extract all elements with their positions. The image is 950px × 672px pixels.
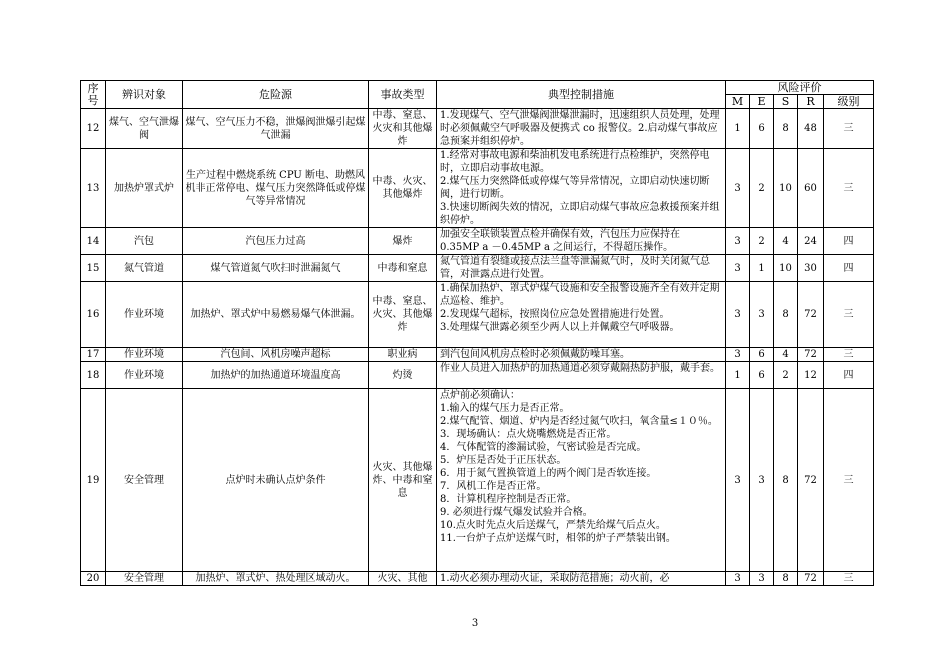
measure-line: 1.发现煤气、空气泄爆阀泄爆泄漏时，迅速组织人员处理，处理时必须佩戴空气呼吸器及便携式 co 报警仪。2.启动煤气事故应急预案并组织停炉。 bbox=[440, 110, 720, 147]
row-e-cell: 1 bbox=[750, 255, 774, 282]
page-number: 3 bbox=[471, 618, 479, 629]
row-r-cell: 60 bbox=[798, 149, 824, 228]
measure-line: 1.输入的煤气压力是否正常。 bbox=[440, 403, 570, 414]
row-m-cell: 3 bbox=[726, 282, 750, 348]
row-seq-cell: 16 bbox=[81, 282, 106, 348]
row-level-cell: 三 bbox=[824, 389, 874, 572]
row-seq-cell: 12 bbox=[81, 109, 106, 149]
row-r-cell: 72 bbox=[798, 282, 824, 348]
header-object: 辨识对象 bbox=[106, 81, 183, 109]
table-row bbox=[81, 228, 874, 255]
row-s-cell: 2 bbox=[774, 362, 798, 389]
measure-line: 8．计算机程序控制是否正常。 bbox=[440, 494, 577, 505]
measure-line: 10.点火时先点火后送煤气，严禁先给煤气后点火。 bbox=[440, 520, 666, 531]
measure-line: 氮气管道有裂缝或接点法兰盘等泄漏氮气时，及时关闭氮气总管，对泄露点进行处置。 bbox=[440, 256, 710, 280]
row-e-cell: 2 bbox=[750, 149, 774, 228]
header-measure: 典型控制措施 bbox=[437, 81, 726, 109]
measure-line: 点炉前必须确认： bbox=[440, 390, 520, 401]
row-hazard-cell: 加热炉、罩式炉中易燃易爆气体泄漏。 bbox=[183, 282, 369, 348]
row-hazard-cell: 加热炉、罩式炉、热处理区域动火。 bbox=[183, 572, 369, 586]
measure-line: 1.确保加热炉、罩式炉煤气设施和安全报警设施齐全有效并定期点巡检、维护。 bbox=[440, 283, 720, 307]
measure-line: 5．炉压是否处于正压状态。 bbox=[440, 455, 567, 466]
risk-assessment-table bbox=[80, 80, 874, 586]
row-accident-cell: 火灾、其他 bbox=[369, 572, 437, 586]
row-seq-cell: 14 bbox=[81, 228, 106, 255]
row-measure-cell bbox=[437, 109, 726, 149]
row-hazard-cell: 加热炉的加热通道环境温度高 bbox=[183, 362, 369, 389]
row-measure-cell bbox=[437, 282, 726, 348]
measure-line: 加强安全联锁装置点检并确保有效，汽包压力应保持在 0.35MP a －0.45MP a 之间运行，不得超压操作。 bbox=[440, 229, 680, 253]
row-level-cell: 四 bbox=[824, 228, 874, 255]
header-hazard: 危险源 bbox=[183, 81, 369, 109]
row-hazard-cell: 点炉时未确认点炉条件 bbox=[183, 389, 369, 572]
row-e-cell: 6 bbox=[750, 362, 774, 389]
measure-line: 7．风机工作是否正常。 bbox=[440, 481, 547, 492]
header-seq bbox=[81, 81, 106, 109]
header-e: E bbox=[750, 95, 774, 109]
row-accident-cell: 职业病 bbox=[369, 348, 437, 362]
header-seq-text: 序 号 bbox=[87, 81, 99, 107]
table-row bbox=[81, 348, 874, 362]
row-hazard-cell: 煤气、空气压力不稳，泄爆阀泄爆引起煤气泄漏 bbox=[183, 109, 369, 149]
row-m-cell: 3 bbox=[726, 348, 750, 362]
measure-line: 1.动火必须办理动火证，采取防范措施；动火前，必 bbox=[440, 573, 670, 584]
measure-line: 11.一台炉子点炉送煤气时，相邻的炉子严禁装出钢。 bbox=[440, 533, 676, 544]
table-body bbox=[81, 109, 874, 586]
row-object-cell: 安全管理 bbox=[106, 389, 183, 572]
row-seq-cell: 13 bbox=[81, 149, 106, 228]
measure-line: 3．现场确认：点火烧嘴燃烧是否正常。 bbox=[440, 429, 617, 440]
row-s-cell: 4 bbox=[774, 228, 798, 255]
row-accident-cell: 中毒、火灾、其他爆炸 bbox=[369, 149, 437, 228]
row-e-cell: 3 bbox=[750, 572, 774, 586]
row-s-cell: 10 bbox=[774, 149, 798, 228]
header-m: M bbox=[726, 95, 750, 109]
header-row bbox=[81, 81, 874, 95]
row-level-cell: 三 bbox=[824, 149, 874, 228]
measure-line: 到汽包间风机房点检时必须佩戴防噪耳塞。 bbox=[440, 349, 630, 360]
row-measure-cell bbox=[437, 255, 726, 282]
header-level: 级别 bbox=[824, 95, 874, 109]
row-level-cell: 四 bbox=[824, 255, 874, 282]
table-row bbox=[81, 255, 874, 282]
table-row bbox=[81, 149, 874, 228]
row-accident-cell: 火灾、其他爆炸、中毒和窒息 bbox=[369, 389, 437, 572]
row-level-cell: 三 bbox=[824, 348, 874, 362]
row-r-cell: 12 bbox=[798, 362, 824, 389]
measure-line: 3.处理煤气泄露必须至少两人以上并佩戴空气呼吸器。 bbox=[440, 322, 680, 333]
row-m-cell: 3 bbox=[726, 389, 750, 572]
row-e-cell: 2 bbox=[750, 228, 774, 255]
row-seq-cell: 15 bbox=[81, 255, 106, 282]
row-accident-cell: 中毒、窒息、火灾、其他爆炸 bbox=[369, 282, 437, 348]
header-risk: 风险评价 bbox=[726, 81, 874, 95]
row-e-cell: 6 bbox=[750, 109, 774, 149]
row-level-cell: 三 bbox=[824, 572, 874, 586]
row-measure-cell bbox=[437, 149, 726, 228]
row-seq-cell: 17 bbox=[81, 348, 106, 362]
row-r-cell: 48 bbox=[798, 109, 824, 149]
row-object-cell: 安全管理 bbox=[106, 572, 183, 586]
row-m-cell: 3 bbox=[726, 572, 750, 586]
row-m-cell: 3 bbox=[726, 149, 750, 228]
table-row bbox=[81, 572, 874, 586]
row-s-cell: 8 bbox=[774, 282, 798, 348]
measure-line: 1.经常对事故电源和柴油机发电系统进行点检维护，突然停电时，立即启动事故电源。 bbox=[440, 150, 710, 174]
row-accident-cell: 爆炸 bbox=[369, 228, 437, 255]
measure-line: 2.煤气压力突然降低或停煤气等异常情况，立即启动快速切断阀，进行切断。 bbox=[440, 176, 710, 200]
row-measure-cell bbox=[437, 389, 726, 572]
row-object-cell: 作业环境 bbox=[106, 282, 183, 348]
row-level-cell: 四 bbox=[824, 362, 874, 389]
row-s-cell: 8 bbox=[774, 109, 798, 149]
table-row bbox=[81, 109, 874, 149]
row-measure-cell bbox=[437, 348, 726, 362]
header-r: R bbox=[798, 95, 824, 109]
row-e-cell: 3 bbox=[750, 389, 774, 572]
row-s-cell: 8 bbox=[774, 572, 798, 586]
row-s-cell: 4 bbox=[774, 348, 798, 362]
row-hazard-cell: 汽包间、风机房噪声超标 bbox=[183, 348, 369, 362]
row-e-cell: 6 bbox=[750, 348, 774, 362]
row-accident-cell: 灼烫 bbox=[369, 362, 437, 389]
row-r-cell: 72 bbox=[798, 389, 824, 572]
measure-line: 9. 必须进行煤气爆发试验并合格。 bbox=[440, 507, 593, 518]
row-object-cell: 汽包 bbox=[106, 228, 183, 255]
measure-line: 作业人员进入加热炉的加热通道必须穿戴隔热防护服，戴手套。 bbox=[440, 363, 720, 374]
table-row bbox=[81, 282, 874, 348]
measure-line: 6．用于氮气置换管道上的两个阀门是否软连接。 bbox=[440, 468, 657, 479]
row-object-cell: 作业环境 bbox=[106, 348, 183, 362]
row-m-cell: 3 bbox=[726, 255, 750, 282]
measure-line: 3.快速切断阀失效的情况，立即启动煤气事故应急救援预案并组织停炉。 bbox=[440, 202, 720, 226]
row-r-cell: 72 bbox=[798, 348, 824, 362]
row-hazard-cell: 煤气管道氮气吹扫时泄漏氮气 bbox=[183, 255, 369, 282]
row-object-cell: 加热炉罩式炉 bbox=[106, 149, 183, 228]
row-seq-cell: 19 bbox=[81, 389, 106, 572]
row-measure-cell bbox=[437, 572, 726, 586]
table-row bbox=[81, 389, 874, 572]
row-hazard-cell: 汽包压力过高 bbox=[183, 228, 369, 255]
row-m-cell: 1 bbox=[726, 362, 750, 389]
row-object-cell: 作业环境 bbox=[106, 362, 183, 389]
row-accident-cell: 中毒、窒息、火灾和其他爆炸 bbox=[369, 109, 437, 149]
row-measure-cell bbox=[437, 362, 726, 389]
row-s-cell: 8 bbox=[774, 389, 798, 572]
row-hazard-cell: 生产过程中燃烧系统 CPU 断电、助燃风机非正常停电、煤气压力突然降低或停煤气等异常情况 bbox=[183, 149, 369, 228]
row-e-cell: 3 bbox=[750, 282, 774, 348]
row-level-cell: 三 bbox=[824, 282, 874, 348]
measure-line: 4．气体配管的渗漏试验，气密试验是否完成。 bbox=[440, 442, 647, 453]
row-s-cell: 10 bbox=[774, 255, 798, 282]
row-object-cell: 氮气管道 bbox=[106, 255, 183, 282]
row-seq-cell: 20 bbox=[81, 572, 106, 586]
row-m-cell: 3 bbox=[726, 228, 750, 255]
row-accident-cell: 中毒和窒息 bbox=[369, 255, 437, 282]
measure-line: 2.煤气配管、烟道、炉内是否经过氮气吹扫，氧含量≤１０％。 bbox=[440, 416, 718, 427]
row-m-cell: 1 bbox=[726, 109, 750, 149]
header-s: S bbox=[774, 95, 798, 109]
table-row bbox=[81, 362, 874, 389]
row-seq-cell: 18 bbox=[81, 362, 106, 389]
row-measure-cell bbox=[437, 228, 726, 255]
row-object-cell: 煤气、空气泄爆阀 bbox=[106, 109, 183, 149]
row-level-cell: 三 bbox=[824, 109, 874, 149]
header-accident: 事故类型 bbox=[369, 81, 437, 109]
row-r-cell: 24 bbox=[798, 228, 824, 255]
measure-line: 2.发现煤气超标，按照岗位应急处置措施进行处置。 bbox=[440, 309, 670, 320]
row-r-cell: 72 bbox=[798, 572, 824, 586]
row-r-cell: 30 bbox=[798, 255, 824, 282]
